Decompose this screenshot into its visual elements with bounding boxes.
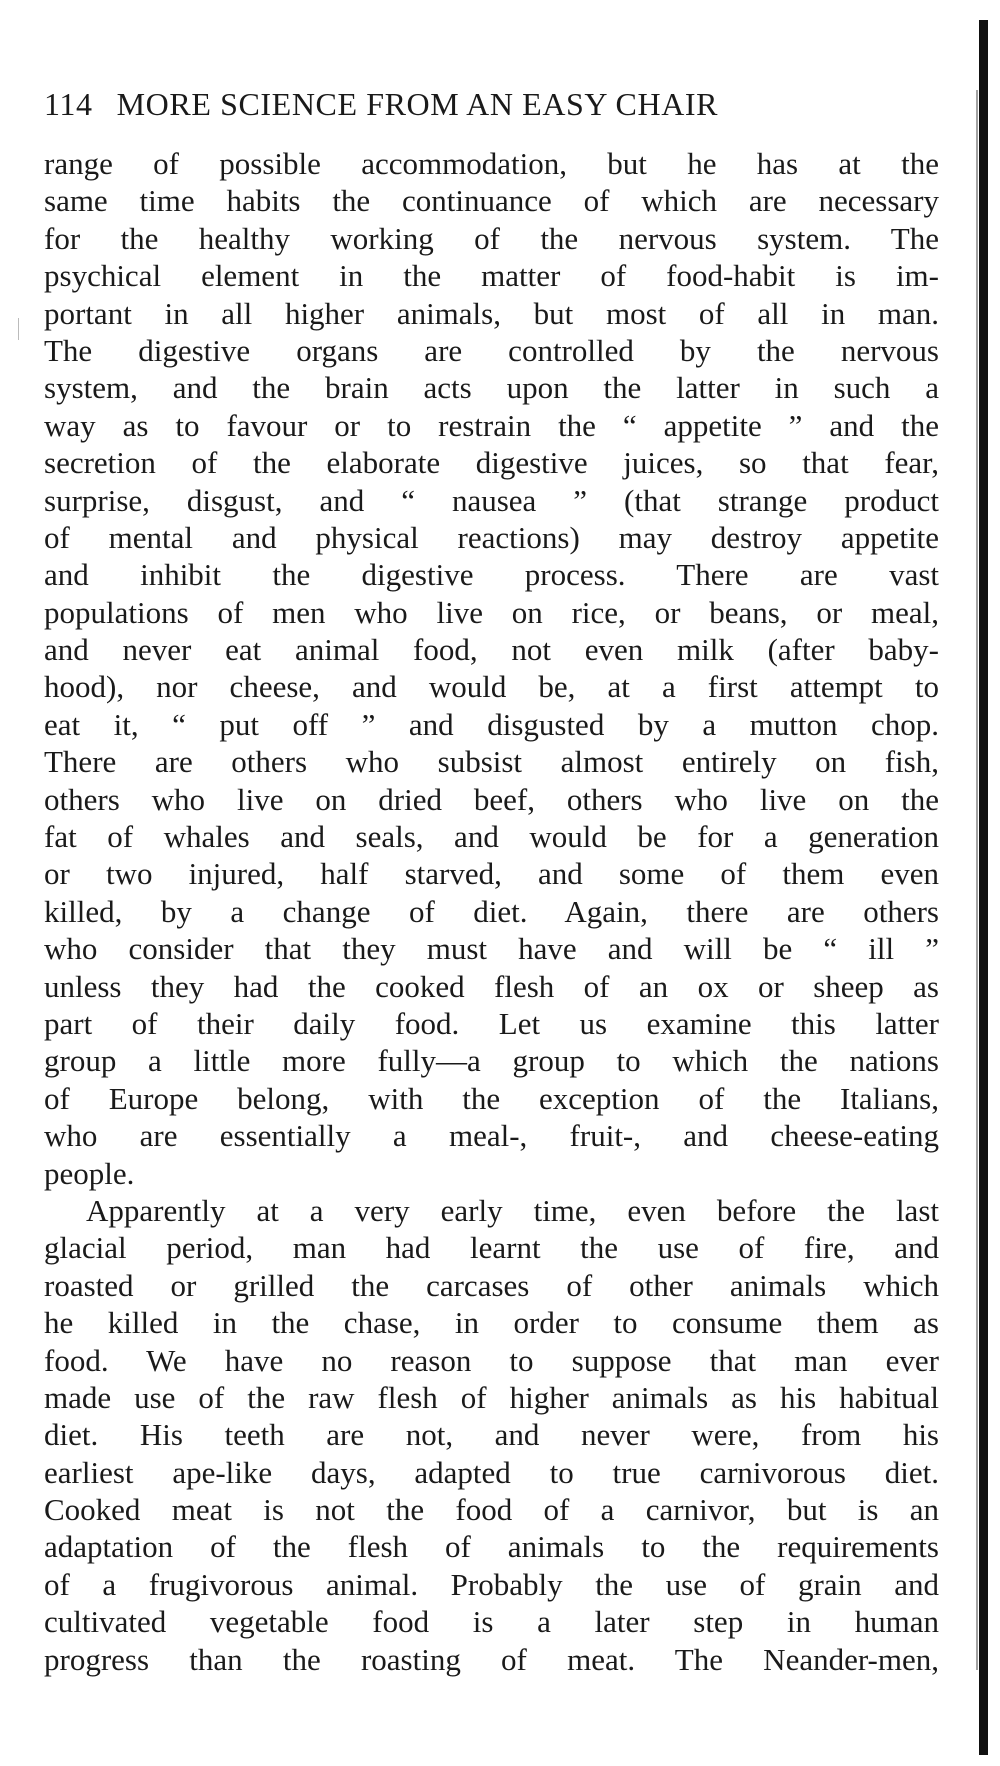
text-line: psychical element in the matter of food-habit is im-: [44, 258, 939, 294]
text-line: part of their daily food. Let us examine this latter: [44, 1005, 939, 1041]
running-header: [44, 86, 944, 123]
page-edge-binding: [979, 20, 988, 1755]
text-line: unless they had the cooked flesh of an ox or sheep as: [44, 968, 939, 1004]
text-line: of a frugivorous animal. Probably the use of grain and: [44, 1566, 939, 1602]
text-line: system, and the brain acts upon the latter in such a: [44, 370, 939, 406]
paragraph-start-line: Apparently at a very early time, even before the last: [86, 1192, 939, 1228]
text-line: who consider that they must have and will be “ ill ”: [44, 931, 939, 967]
page-edge-shadow: [976, 90, 978, 1670]
body-text: [44, 145, 939, 1678]
text-line: and inhibit the digestive process. There are vast: [44, 557, 939, 593]
text-line: surprise, disgust, and “ nausea ” (that strange product: [44, 482, 939, 518]
text-line: killed, by a change of diet. Again, there are others: [44, 893, 939, 929]
text-line: range of possible accommodation, but he has at the: [44, 146, 939, 181]
page-number: 114: [44, 86, 93, 122]
text-line: eat it, “ put off ” and disgusted by a mutton chop.: [44, 706, 939, 742]
text-line: The digestive organs are controlled by the nervous: [44, 332, 939, 368]
text-line: of Europe belong, with the exception of the Italians,: [44, 1080, 939, 1116]
text-line: way as to favour or to restrain the “ appetite ” and the: [44, 407, 939, 443]
text-line: glacial period, man had learnt the use of fire, and: [44, 1230, 939, 1266]
text-line: he killed in the chase, in order to consume them as: [44, 1305, 939, 1341]
text-line: hood), nor cheese, and would be, at a first attempt to: [44, 669, 939, 705]
text-line: same time habits the continuance of which are necessary: [44, 183, 939, 219]
text-line: of mental and physical reactions) may destroy appetite: [44, 519, 939, 555]
text-line: diet. His teeth are not, and never were, from his: [44, 1417, 939, 1453]
text-line: roasted or grilled the carcases of other animals which: [44, 1267, 939, 1303]
text-line: food. We have no reason to suppose that man ever: [44, 1342, 939, 1378]
text-line: Cooked meat is not the food of a carnivor, but is an: [44, 1492, 939, 1528]
text-line: There are others who subsist almost entirely on fish,: [44, 744, 939, 780]
text-line: populations of men who live on rice, or beans, or meal,: [44, 594, 939, 630]
text-line: earliest ape-like days, adapted to true carnivorous diet.: [44, 1454, 939, 1490]
text-line: who are essentially a meal-, fruit-, and cheese-eating: [44, 1118, 939, 1154]
margin-mark: [18, 318, 19, 340]
paragraph-end-line: people.: [44, 1155, 135, 1191]
text-line: made use of the raw flesh of higher animals as his habitual: [44, 1379, 939, 1415]
text-line: others who live on dried beef, others who live on the: [44, 781, 939, 817]
text-line: cultivated vegetable food is a later step in human: [44, 1604, 939, 1640]
text-line: secretion of the elaborate digestive juices, so that fear,: [44, 445, 939, 481]
text-line: and never eat animal food, not even milk (after baby-: [44, 632, 939, 668]
text-line: fat of whales and seals, and would be for a generation: [44, 819, 939, 855]
text-line: or two injured, half starved, and some of them even: [44, 856, 939, 892]
running-title: MORE SCIENCE FROM AN EASY CHAIR: [116, 86, 719, 122]
text-line: portant in all higher animals, but most of all in man.: [44, 295, 939, 331]
text-line: progress than the roasting of meat. The Neander-men,: [44, 1641, 939, 1677]
text-line: group a little more fully—a group to which the nations: [44, 1043, 939, 1079]
text-line: adaptation of the flesh of animals to the requirements: [44, 1529, 939, 1565]
text-line: for the healthy working of the nervous system. The: [44, 220, 939, 256]
